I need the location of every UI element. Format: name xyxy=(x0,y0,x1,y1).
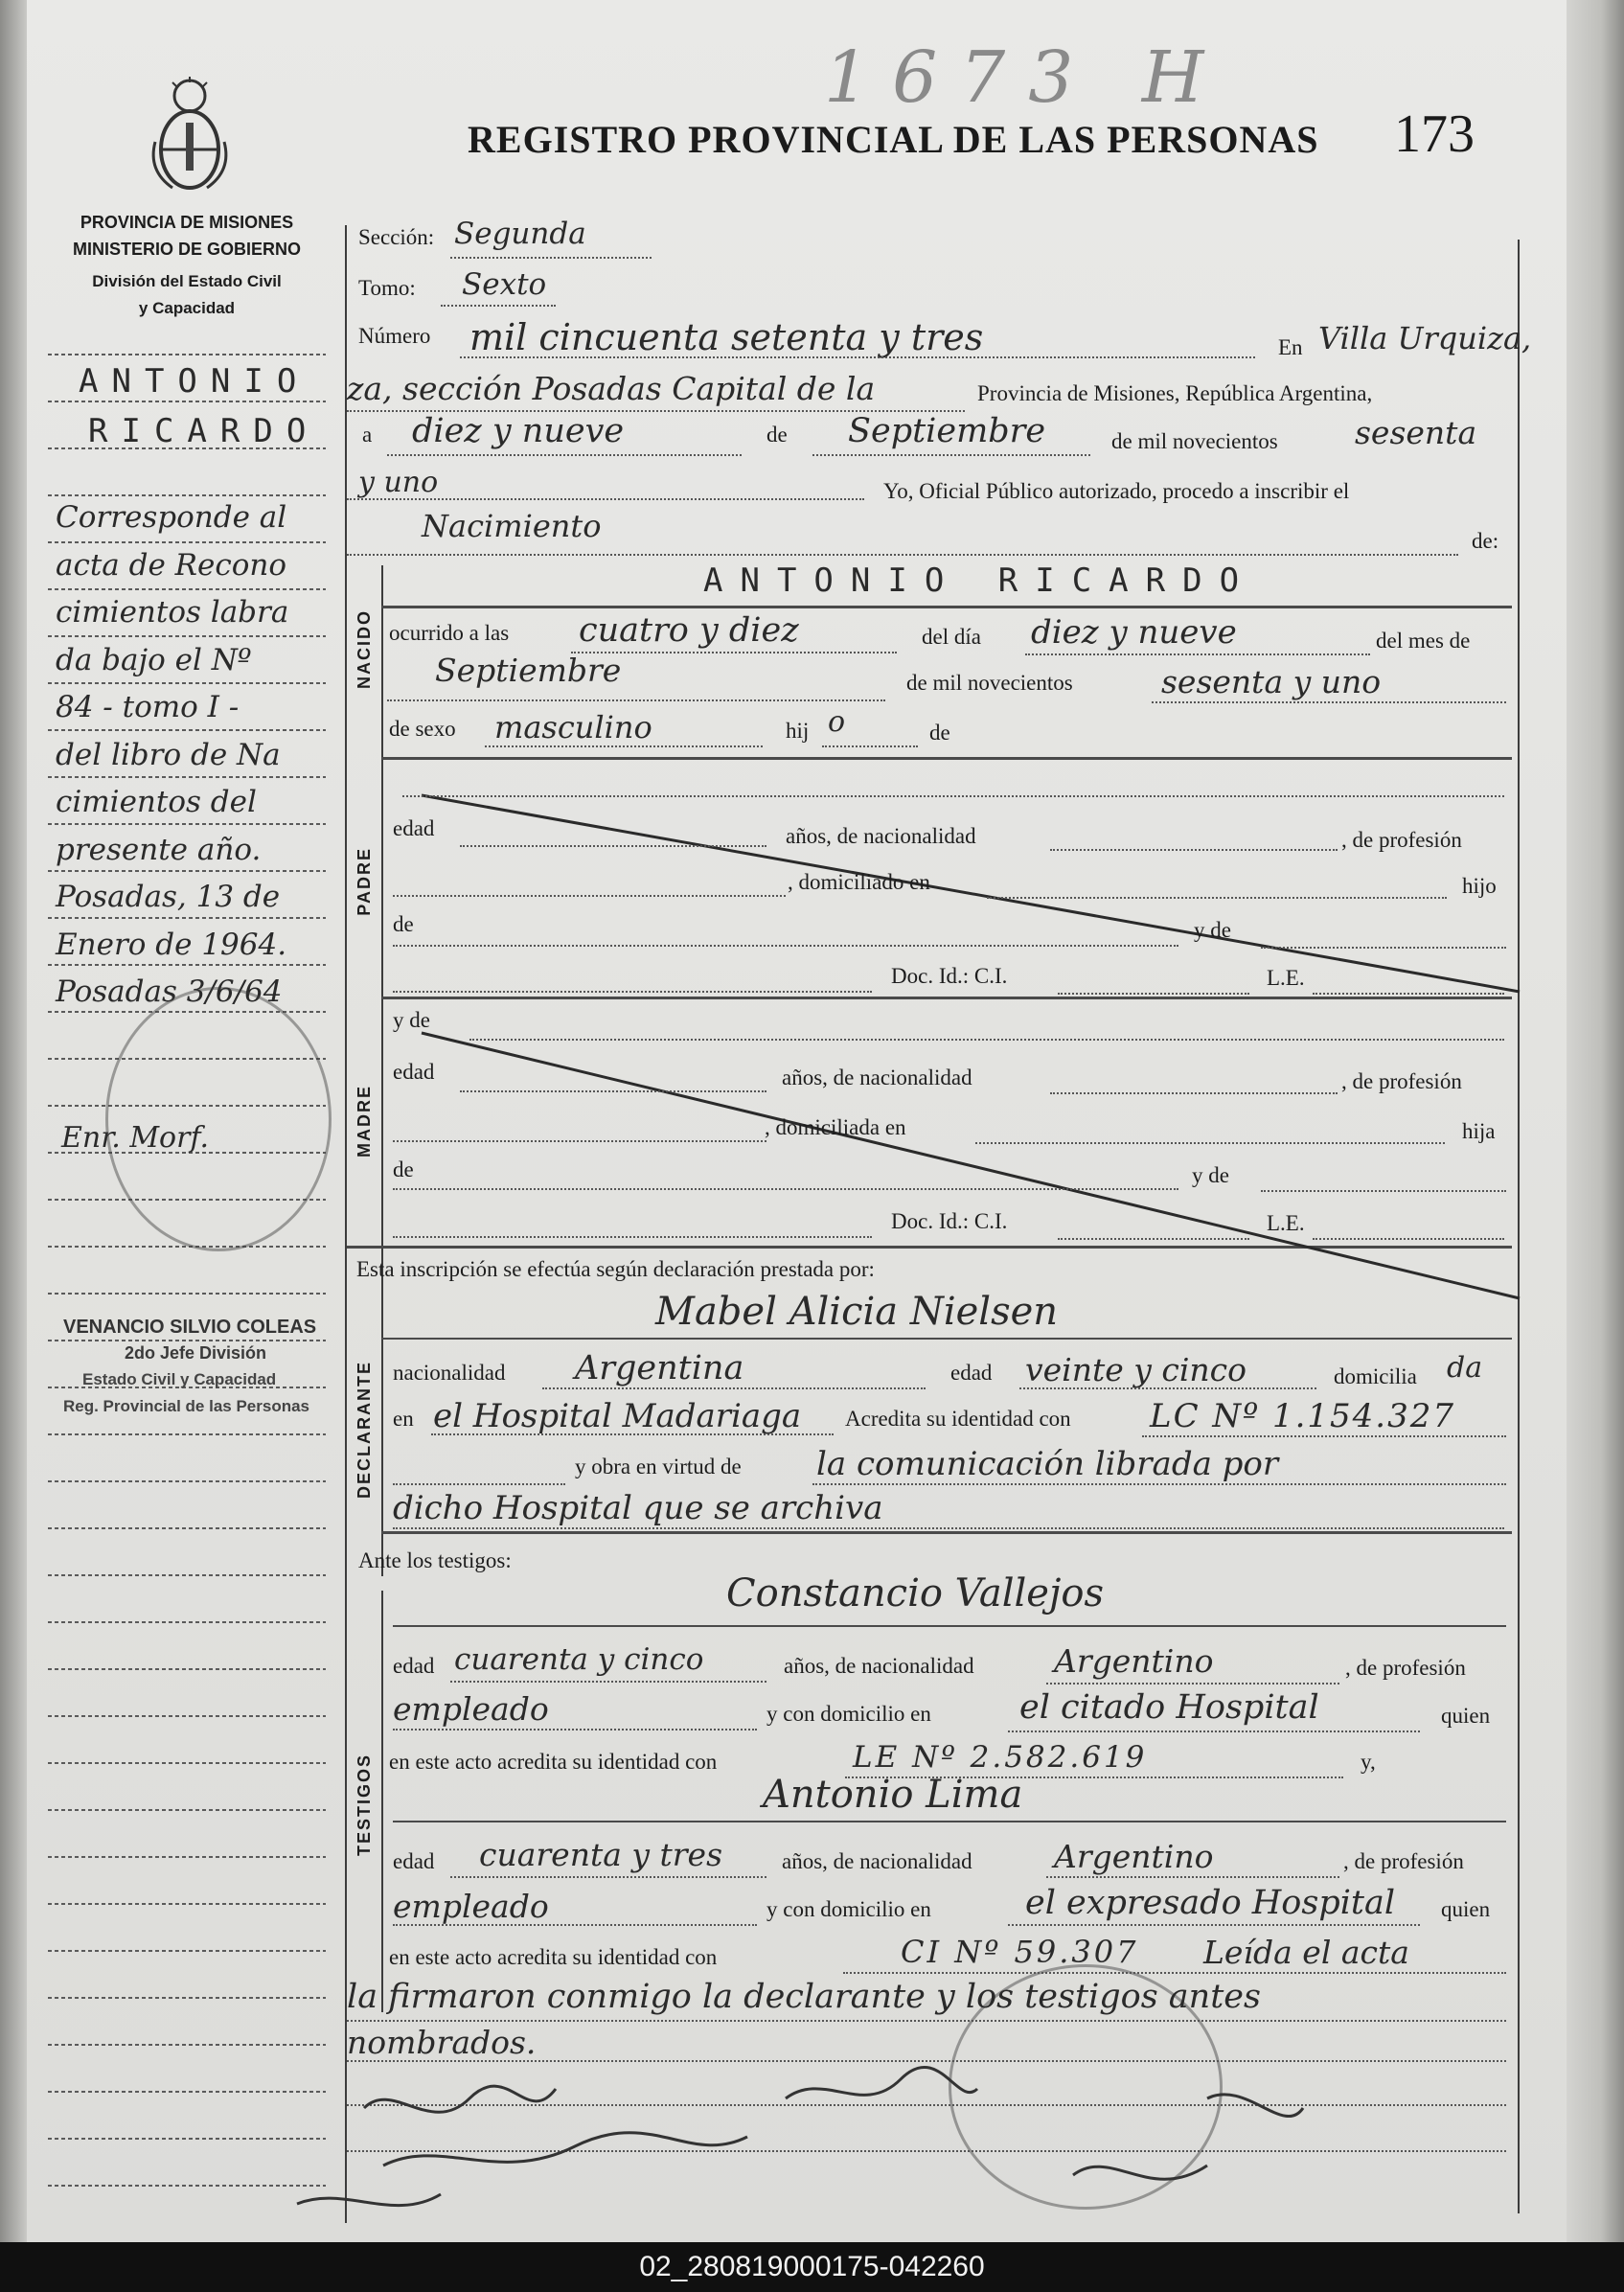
label-padre-prof: , de profesión xyxy=(1341,828,1462,852)
margin-note-line: Posadas 3/6/64 xyxy=(56,974,283,1009)
field-sexo: masculino xyxy=(494,709,652,745)
image-id-bar xyxy=(0,2242,1624,2292)
field-hora: cuatro y diez xyxy=(579,611,799,650)
label-del-mes: del mes de xyxy=(1376,629,1471,653)
label-t1-prof: , de profesión xyxy=(1345,1656,1466,1680)
field-t2-edad: cuarenta y tres xyxy=(479,1836,723,1873)
field-acto: Nacimiento xyxy=(422,508,602,544)
field-tomo: Sexto xyxy=(462,267,547,302)
label-t2-nac: años, de nacionalidad xyxy=(782,1849,972,1873)
label-t1-edad: edad xyxy=(393,1654,435,1678)
field-decl-obra: la comunicación librada por xyxy=(816,1445,1279,1483)
issuer-line-4: y Capacidad xyxy=(138,299,236,317)
label-ocurrido: ocurrido a las xyxy=(389,621,510,645)
field-numero: mil cincuenta setenta y tres xyxy=(469,316,984,358)
field-seccion: Segunda xyxy=(454,217,586,251)
label-padre-doc: Doc. Id.: C.I. xyxy=(891,964,1008,988)
label-de-colon: de: xyxy=(1472,529,1499,553)
field-dia: diez y nueve xyxy=(412,412,625,450)
image-id-label: 02_280819000175-042260 xyxy=(639,2251,985,2282)
field-mes-nac: Septiembre xyxy=(435,652,622,689)
label-decl-en: en xyxy=(393,1407,414,1431)
field-t2-dom: el expresado Hospital xyxy=(1025,1884,1396,1922)
side-label-padre: PADRE xyxy=(355,847,374,916)
label-provincia: Provincia de Misiones, República Argentina, xyxy=(977,381,1373,405)
label-esta-inscripcion: Esta inscripción se efectúa según declaración prestada por: xyxy=(356,1257,875,1281)
label-t2-prof: , de profesión xyxy=(1343,1849,1464,1873)
side-label-madre: MADRE xyxy=(355,1085,374,1157)
folio-number: 173 xyxy=(1394,104,1475,164)
label-madre-hija: hija xyxy=(1462,1119,1496,1143)
label-madre-doc: Doc. Id.: C.I. xyxy=(891,1209,1008,1233)
field-t1-nac: Argentino xyxy=(1054,1642,1214,1680)
label-madre-y-de: y de xyxy=(393,1008,430,1032)
margin-name-2: RICARDO xyxy=(88,412,320,450)
field-decl-nac: Argentina xyxy=(575,1349,744,1387)
side-label-testigos: TESTIGOS xyxy=(355,1753,374,1857)
margin-official-2: 2do Jefe División xyxy=(125,1343,267,1363)
field-decl-obra-cont: dicho Hospital que se archiva xyxy=(393,1489,883,1527)
side-label-declarante: DECLARANTE xyxy=(355,1361,374,1499)
field-decl-dom-a: da xyxy=(1447,1351,1483,1385)
field-t2-prof: empleado xyxy=(393,1888,549,1925)
label-decl-edad: edad xyxy=(950,1361,993,1385)
label-de-sexo: de sexo xyxy=(389,717,456,741)
label-t1-domicilio: y con domicilio en xyxy=(766,1702,931,1726)
margin-official-3: Estado Civil y Capacidad xyxy=(82,1370,277,1388)
label-t1-acredita: en este acto acredita su identidad con xyxy=(389,1750,718,1774)
label-tomo: Tomo: xyxy=(358,276,416,300)
field-lugar: Villa Urquiza, xyxy=(1318,320,1532,356)
margin-note-line: Corresponde al xyxy=(56,500,287,535)
label-del-dia: del día xyxy=(922,625,981,649)
label-t1-y: y, xyxy=(1361,1750,1376,1774)
field-decl-doc: LC Nº 1.154.327 xyxy=(1150,1397,1455,1435)
frame-left-line xyxy=(345,225,347,2223)
label-padre-edad: edad xyxy=(393,816,435,840)
margin-note-line: cimientos labra xyxy=(56,595,289,630)
signatures xyxy=(287,2060,1495,2233)
field-cierre-3: nombrados. xyxy=(347,2024,537,2061)
field-hij-suffix: o xyxy=(828,705,846,739)
label-de: de xyxy=(766,423,788,447)
label-madre-edad: edad xyxy=(393,1060,435,1084)
field-lugar-cont: za, sección Posadas Capital de la xyxy=(347,370,876,407)
label-de-mil: de mil novecientos xyxy=(1111,429,1278,453)
margin-note xyxy=(56,500,343,1022)
label-madre-domicilio: , domiciliada en xyxy=(765,1115,906,1139)
field-testigo1-nombre: Constancio Vallejos xyxy=(726,1571,1104,1616)
margin-note-line: del libro de Na xyxy=(56,737,281,772)
binding-shadow xyxy=(0,0,27,2242)
label-padre-y-de: y de xyxy=(1194,918,1231,942)
issuer-line-3: División del Estado Civil xyxy=(92,272,282,290)
field-decl-edad: veinte y cinco xyxy=(1025,1351,1247,1388)
field-t1-edad: cuarenta y cinco xyxy=(454,1642,704,1677)
field-mes: Septiembre xyxy=(848,412,1046,450)
label-de-mil-2: de mil novecientos xyxy=(906,671,1073,695)
field-dia-nac: diez y nueve xyxy=(1031,613,1237,652)
label-madre-prof: , de profesión xyxy=(1341,1069,1462,1093)
field-t2-nac: Argentino xyxy=(1054,1838,1214,1875)
label-madre-le: L.E. xyxy=(1267,1211,1305,1235)
field-declarante-nombre: Mabel Alicia Nielsen xyxy=(655,1290,1059,1334)
label-t1-nac: años, de nacionalidad xyxy=(784,1654,974,1678)
label-de-hij: de xyxy=(929,721,950,745)
field-t1-doc: LE Nº 2.582.619 xyxy=(853,1740,1148,1775)
field-anio-nac: sesenta y uno xyxy=(1161,663,1382,700)
field-anio-cont: y uno xyxy=(358,466,439,499)
margin-name-1: ANTONIO xyxy=(79,362,310,401)
label-hij: hij xyxy=(786,719,810,743)
label-ante-testigos: Ante los testigos: xyxy=(358,1548,512,1572)
margin-signature-note: Enr. Morf. xyxy=(61,1121,210,1155)
label-padre-nac: años, de nacionalidad xyxy=(786,824,976,848)
field-t1-dom: el citado Hospital xyxy=(1019,1688,1319,1727)
label-padre-de: de xyxy=(393,912,414,936)
coat-of-arms-icon xyxy=(144,75,236,199)
label-madre-y-de-2: y de xyxy=(1192,1163,1229,1187)
label-decl-domicilia: domicilia xyxy=(1334,1364,1417,1388)
label-a: a xyxy=(362,423,373,447)
field-testigo2-nombre: Antonio Lima xyxy=(763,1773,1023,1817)
margin-note-line: presente año. xyxy=(56,832,262,867)
label-t2-edad: edad xyxy=(393,1849,435,1873)
margin-note-line: Enero de 1964. xyxy=(56,927,287,962)
field-cierre-2: la firmaron conmigo la declarante y los testigos antes xyxy=(347,1978,1261,2016)
side-label-nacido: NACIDO xyxy=(355,609,374,689)
label-decl-nacionalidad: nacionalidad xyxy=(393,1361,506,1385)
margin-note-line: Posadas, 13 de xyxy=(56,880,281,914)
label-padre-le: L.E. xyxy=(1267,966,1305,990)
label-padre-domicilio: , domiciliado en xyxy=(788,870,930,894)
page-title: REGISTRO PROVINCIAL DE LAS PERSONAS xyxy=(468,118,1319,161)
label-madre-nac: años, de nacionalidad xyxy=(782,1066,972,1089)
label-numero: Número xyxy=(358,324,431,348)
label-t2-domicilio: y con domicilio en xyxy=(766,1897,931,1921)
field-t2-doc: CI Nº 59.307 xyxy=(901,1934,1139,1970)
margin-official-1: VENANCIO SILVIO COLEAS xyxy=(63,1317,317,1338)
label-t2-acredita: en este acto acredita su identidad con xyxy=(389,1945,718,1969)
margin-seal-stamp xyxy=(105,987,332,1251)
page-edge-shadow xyxy=(1567,0,1624,2242)
label-decl-acredita: Acredita su identidad con xyxy=(845,1407,1071,1431)
label-madre-de: de xyxy=(393,1157,414,1181)
margin-official-4: Reg. Provincial de las Personas xyxy=(63,1397,310,1415)
field-t1-prof: empleado xyxy=(393,1690,549,1728)
label-t2-quien: quien xyxy=(1441,1897,1491,1921)
label-en: En xyxy=(1278,335,1303,359)
issuer-line-2: MINISTERIO DE GOBIERNO xyxy=(72,240,302,259)
label-yo: Yo, Oficial Público autorizado, procedo a inscribir el xyxy=(883,479,1350,503)
field-cierre-1: Leída el acta xyxy=(1203,1934,1409,1971)
margin-note-line: cimientos del xyxy=(56,785,257,819)
label-padre-hijo: hijo xyxy=(1462,874,1497,898)
margin-note-line: acta de Recono xyxy=(56,547,287,583)
margin-note-line: 84 - tomo I - xyxy=(56,690,240,724)
label-seccion: Sección: xyxy=(358,225,435,249)
handwritten-act-number: 1673 H xyxy=(824,36,1227,119)
field-decl-dom-b: el Hospital Madariaga xyxy=(433,1397,802,1435)
field-nombre: ANTONIO RICARDO xyxy=(703,562,1257,600)
label-decl-obra: y obra en virtud de xyxy=(575,1455,742,1478)
label-t1-quien: quien xyxy=(1441,1704,1491,1728)
margin-note-line: da bajo el Nº xyxy=(56,642,252,677)
field-anio: sesenta xyxy=(1355,414,1477,451)
issuer-line-1: PROVINCIA DE MISIONES xyxy=(80,213,294,232)
